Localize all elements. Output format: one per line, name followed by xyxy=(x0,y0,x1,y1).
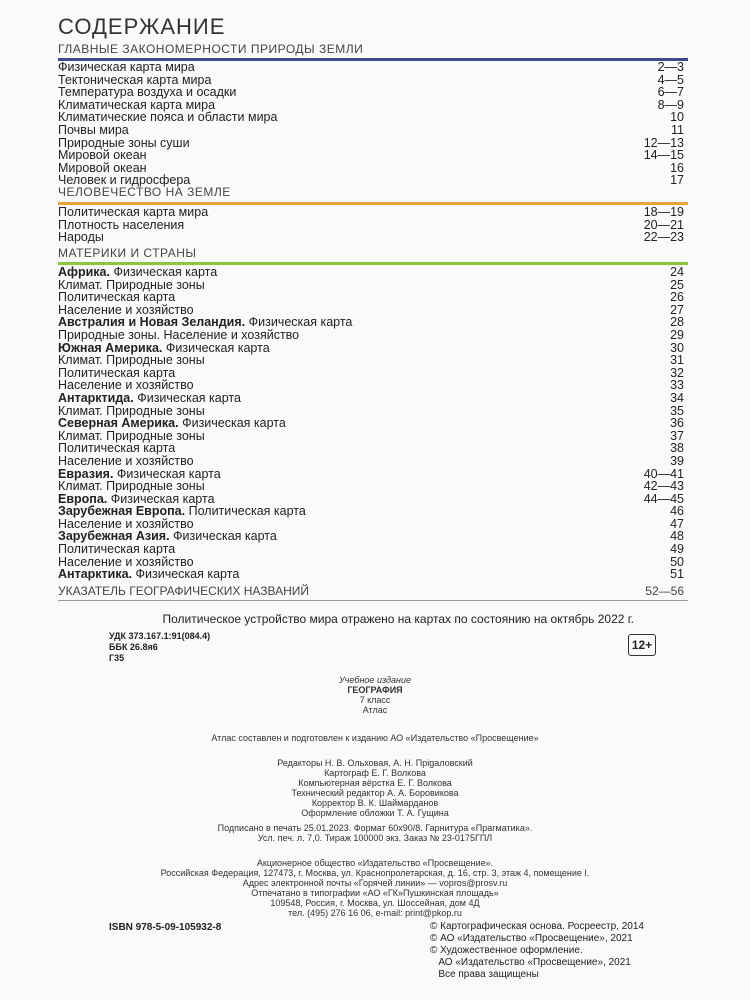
toc-entry xyxy=(58,137,684,150)
toc-entry-title: Плотность населения xyxy=(58,217,185,232)
imprint-line: Картограф Е. Г. Волкова xyxy=(324,768,426,778)
toc-entry-pages: 49 xyxy=(670,542,684,557)
toc-entry-title: Тектоническая карта мира xyxy=(58,72,212,87)
toc-entry-pages: 6—7 xyxy=(657,85,684,100)
imprint-line: ГЕОГРАФИЯ xyxy=(347,685,403,695)
imprint-line: Акционерное общество «Издательство «Просвещение». xyxy=(256,858,494,868)
isbn: ISBN 978-5-09-105932-8 xyxy=(109,922,222,933)
copyright-line: АО «Издательство «Просвещение», 2021 xyxy=(430,957,631,968)
toc-entry-pages: 10 xyxy=(670,110,684,125)
toc-entry-title: Политическая карта мира xyxy=(58,205,209,219)
imprint-line: Усл. печ. л. 7,0. Тираж 100000 экз. Заказ № 23-0175ГПЛ xyxy=(257,833,493,843)
imprint-line: Атлас составлен и подготовлен к изданию АО «Издательство «Просвещение» xyxy=(211,733,539,743)
toc-entry-title: Климат. Природные зоны xyxy=(58,277,205,292)
toc-entry-pages: 31 xyxy=(670,353,684,368)
toc-entry-pages: 29 xyxy=(670,327,684,342)
toc-entry-pages: 14—15 xyxy=(643,148,684,163)
toc-entry-pages: 22—23 xyxy=(643,230,684,245)
imprint-compiled-by xyxy=(0,733,750,743)
section-rows xyxy=(58,266,684,581)
section-rows xyxy=(58,206,684,244)
toc-entry-pages: 39 xyxy=(670,453,684,468)
toc-entry-title: Физическая карта xyxy=(135,567,240,582)
toc-entry-title: Физическая карта xyxy=(165,340,270,355)
imprint-line: 7 класс xyxy=(359,695,391,705)
toc-entry-pages: 51 xyxy=(670,567,684,582)
imprint-line: Учебное издание xyxy=(339,675,411,685)
toc-entry-region: Антарктика. xyxy=(58,567,133,582)
toc-entry-pages: 12—13 xyxy=(643,135,684,150)
copyright-block xyxy=(430,921,644,981)
age-rating-badge: 12+ xyxy=(628,634,656,656)
toc-entry-title: Климат. Природные зоны xyxy=(58,403,205,418)
copyright-line: © Картографическая основа. Росреестр, 2014 xyxy=(430,921,644,932)
index-entry-title: УКАЗАТЕЛЬ ГЕОГРАФИЧЕСКИХ НАЗВАНИЙ xyxy=(58,584,310,598)
toc-entry-title: Физическая карта xyxy=(116,466,221,481)
section-rows xyxy=(58,61,684,187)
toc-entry-region: Зарубежная Азия. xyxy=(58,529,170,544)
political-status-notice: Политическое устройство мира отражено на картах по состоянию на октябрь 2022 г. xyxy=(162,612,634,626)
toc-entry xyxy=(58,231,684,244)
toc-entry-region: Антарктида. xyxy=(58,390,134,405)
bbk-code: ББК 26.8я6 xyxy=(109,642,158,652)
index-divider xyxy=(58,600,688,601)
toc-entry-pages: 46 xyxy=(670,504,684,519)
toc-entry-pages: 20—21 xyxy=(643,217,684,232)
imprint-line: тел. (495) 276 16 06, e-mail: print@pkop.ru xyxy=(288,908,462,918)
toc-entry-title: Физическая карта xyxy=(137,390,241,405)
toc-entry-pages: 32 xyxy=(670,365,684,380)
section-heading: ЧЕЛОВЕЧЕСТВО НА ЗЕМЛЕ xyxy=(58,185,231,199)
index-entry xyxy=(58,585,684,598)
toc-entry-pages: 16 xyxy=(670,160,684,175)
imprint-line: Отпечатано в типографии «АО «ГК»Пушкинская площадь» xyxy=(251,888,499,898)
toc-entry-title: Политическая карта xyxy=(188,504,306,519)
toc-entry-pages: 40—41 xyxy=(643,466,684,481)
section-heading: МАТЕРИКИ И СТРАНЫ xyxy=(58,246,197,260)
toc-entry-title: Мировой океан xyxy=(58,148,147,163)
toc-entry xyxy=(58,219,684,232)
toc-entry-pages: 27 xyxy=(670,302,684,317)
toc-entry-title: Политическая карта xyxy=(58,365,176,380)
imprint-publisher xyxy=(0,858,750,918)
toc-entry-pages: 35 xyxy=(670,403,684,418)
imprint-line: Компьютерная вёрстка Е. Г. Волкова xyxy=(298,778,452,788)
toc-entry-title: Физическая карта мира xyxy=(58,60,195,74)
toc-entry-title: Природные зоны. Население и хозяйство xyxy=(58,327,300,342)
toc-entry-region: Евразия. xyxy=(58,466,114,481)
copyright-line: © Художественное оформление. xyxy=(430,945,583,956)
toc-entry-pages: 24 xyxy=(670,265,684,279)
toc-entry-title: Природные зоны суши xyxy=(58,135,190,150)
toc-entry-pages: 42—43 xyxy=(643,479,684,494)
toc-entry-title: Население и хозяйство xyxy=(58,516,194,531)
toc-entry-title: Физическая карта xyxy=(248,315,353,330)
toc-entry-region: Северная Америка. xyxy=(58,416,179,431)
imprint-line: Российская Федерация, 127473, г. Москва, ул. Краснопролетарская, д. 16, стр. 3, этаж 4, помещение I. xyxy=(160,868,590,878)
classification-codes xyxy=(109,631,210,664)
copyright-line: © АО «Издательство «Просвещение», 2021 xyxy=(430,933,633,944)
toc-entry-pages: 4—5 xyxy=(657,72,684,87)
toc-entry-region: Южная Америка. xyxy=(58,340,163,355)
toc-entry-title: Физическая карта xyxy=(113,265,218,279)
toc-entry-title: Климат. Природные зоны xyxy=(58,479,205,494)
toc-entry-pages: 26 xyxy=(670,290,684,305)
toc-entry-pages: 28 xyxy=(670,315,684,330)
toc-entry xyxy=(58,111,684,124)
imprint-line: 109548, Россия, г. Москва, ул. Шоссейная, дом 4Д xyxy=(270,898,480,908)
imprint-print-details xyxy=(0,823,750,843)
toc-entry-pages: 47 xyxy=(670,516,684,531)
toc-entry-title: Политическая карта xyxy=(58,290,176,305)
toc-entry-title: Мировой океан xyxy=(58,160,147,175)
imprint-line: Адрес электронной почты «Горячей линии» — vopros@prosv.ru xyxy=(242,878,508,888)
toc-entry-title: Физическая карта xyxy=(110,491,215,506)
toc-entry-pages: 11 xyxy=(671,122,684,137)
toc-entry-pages: 34 xyxy=(670,390,684,405)
toc-entry-title: Климат. Природные зоны xyxy=(58,428,205,443)
toc-entry xyxy=(58,149,684,162)
toc-entry-pages: 37 xyxy=(670,428,684,443)
imprint-credits xyxy=(0,758,750,818)
toc-entry-pages: 48 xyxy=(670,529,684,544)
toc-entry-pages: 50 xyxy=(670,554,684,569)
imprint-line: Редакторы Н. В. Ольховая, А. Н. Прigаловский xyxy=(277,758,473,768)
toc-entry-title: Физическая карта xyxy=(182,416,286,431)
toc-entry-title: Температура воздуха и осадки xyxy=(58,85,237,100)
toc-entry-region: Африка. xyxy=(58,265,110,279)
toc-entry-pages: 17 xyxy=(670,173,684,188)
toc-entry-title: Политическая карта xyxy=(58,441,176,456)
toc-entry-title: Население и хозяйство xyxy=(58,453,194,468)
toc-entry-pages: 36 xyxy=(670,416,684,431)
toc-entry-region: Зарубежная Европа. xyxy=(58,504,186,519)
toc-entry-title: Почвы мира xyxy=(58,122,129,137)
imprint-line: Оформление обложки Т. А. Гущина xyxy=(301,808,449,818)
imprint-line: Подписано в печать 25.01.2023. Формат 60х90/8. Гарнитура «Прагматика». xyxy=(217,823,533,833)
author-mark: Г35 xyxy=(109,653,125,663)
imprint-line: Технический редактор А. А. Боровикова xyxy=(291,788,459,798)
toc-entry-title: Политическая карта xyxy=(58,542,176,557)
toc-entry-pages: 44—45 xyxy=(643,491,684,506)
toc-entry-title: Физическая карта xyxy=(173,529,277,544)
toc-entry-title: Народы xyxy=(58,230,104,245)
toc-entry-region: Австралия и Новая Зеландия. xyxy=(58,315,246,330)
toc-entry-title: Климатическая карта мира xyxy=(58,97,216,112)
toc-entry-title: Климат. Природные зоны xyxy=(58,353,205,368)
page-title: СОДЕРЖАНИЕ xyxy=(58,14,226,39)
toc-entry-title: Население и хозяйство xyxy=(58,302,194,317)
toc-entry-pages: 30 xyxy=(670,340,684,355)
toc-entry-title: Население и хозяйство xyxy=(58,554,194,569)
toc-entry-pages: 38 xyxy=(670,441,684,456)
udk-code: УДК 373.167.1:91(084.4) xyxy=(109,631,211,641)
toc-entry-pages: 2—3 xyxy=(657,60,684,74)
toc-entry-pages: 18—19 xyxy=(643,205,684,219)
imprint-line: Атлас xyxy=(362,705,388,715)
toc-entry-region: Европа. xyxy=(58,491,108,506)
copyright-line: Все права защищены xyxy=(430,969,539,980)
toc-entry-pages: 25 xyxy=(670,277,684,292)
toc-entry-pages: 8—9 xyxy=(657,97,684,112)
imprint-title xyxy=(0,675,750,715)
toc-entry-title: Человек и гидросфера xyxy=(58,173,191,188)
toc-entry-pages: 33 xyxy=(670,378,684,393)
toc-entry xyxy=(58,568,684,581)
section-heading: ГЛАВНЫЕ ЗАКОНОМЕРНОСТИ ПРИРОДЫ ЗЕМЛИ xyxy=(58,42,364,56)
index-entry-container xyxy=(58,585,684,598)
toc-entry-title: Климатические пояса и области мира xyxy=(58,110,278,125)
index-entry-pages: 52—56 xyxy=(645,584,684,598)
imprint-line: Корректор В. К. Шаймарданов xyxy=(311,798,439,808)
toc-entry-title: Население и хозяйство xyxy=(58,378,194,393)
